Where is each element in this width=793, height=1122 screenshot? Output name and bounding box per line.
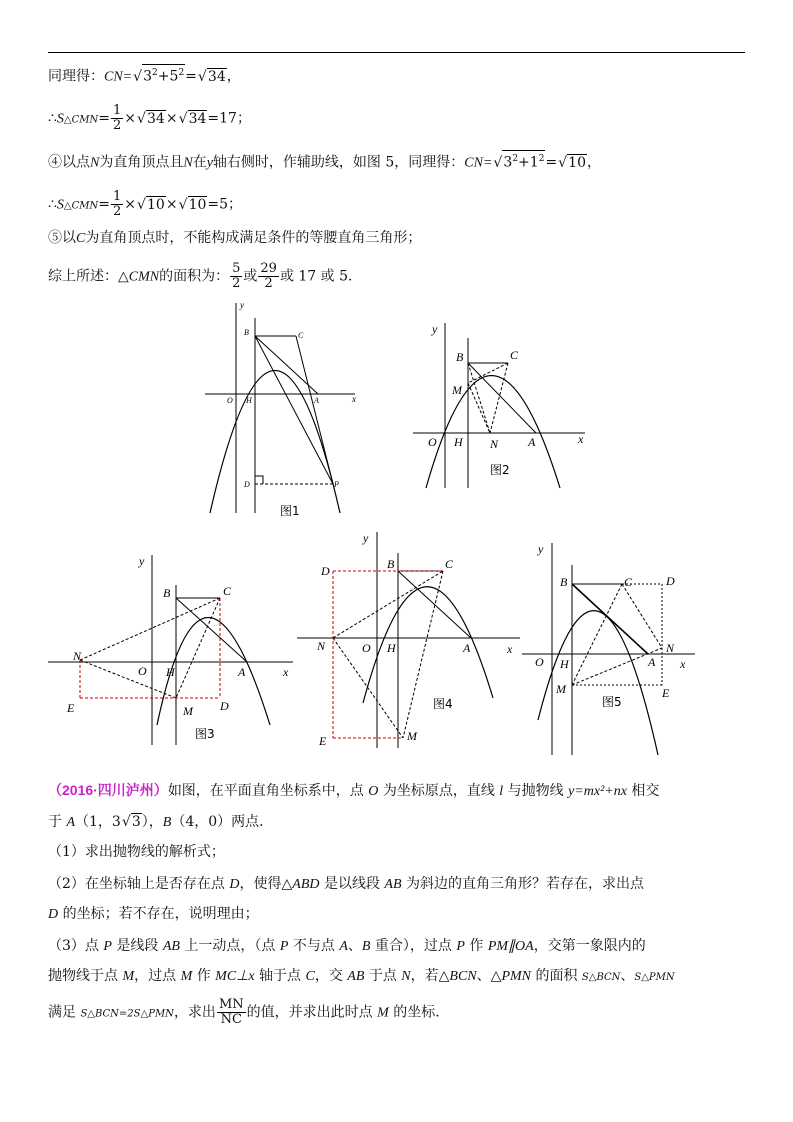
svg-text:D: D [220, 699, 229, 713]
svg-text:B: B [560, 575, 568, 589]
svg-text:A: A [238, 665, 246, 679]
svg-text:H: H [387, 641, 396, 655]
svg-text:C: C [223, 584, 232, 598]
svg-text:C: C [298, 331, 304, 340]
solution-line-1: 同理得：CN= √ $3^2+5^2=$ √ 34， [48, 64, 241, 88]
svg-text:图4: 图4 [433, 697, 453, 711]
solution-line-6: 综上所述：△CMN的面积为： $\frac{5}{2}$ 或 $\frac{29}{2}$ 或 17 或 5． [48, 261, 363, 291]
svg-text:B: B [244, 328, 249, 337]
svg-text:y: y [363, 531, 369, 545]
svg-text:D: D [666, 574, 675, 588]
svg-text:y: y [240, 300, 244, 310]
svg-text:C: C [510, 348, 519, 362]
svg-text:D: D [244, 480, 250, 489]
svg-text:M: M [556, 682, 566, 696]
svg-text:B: B [456, 350, 464, 364]
svg-text:P: P [334, 480, 339, 489]
svg-text:O: O [227, 396, 233, 405]
figure-2 [410, 318, 590, 493]
question-3: （3）点 P 是线段 AB 上一动点，（点 P 不与点 A、B 重合），过点 P 作 PM∥OA，交第一象限内的 [48, 938, 646, 954]
svg-text:N: N [666, 641, 675, 655]
figure-4 [295, 528, 525, 753]
svg-text:N: N [490, 437, 499, 451]
solution-line-3: ④以点N为直角顶点且N在y轴右侧时，作辅助线，如图 5，同理得：CN= √ $3^2+1^2=$ √ 10， [48, 150, 601, 174]
question-1: （1）求出抛物线的解析式； [48, 844, 225, 860]
svg-text:H: H [166, 665, 175, 679]
source-tag: （2016·四川泸州） [48, 782, 168, 798]
svg-text:A: A [648, 655, 656, 669]
svg-text:H: H [246, 396, 252, 405]
svg-text:A: A [463, 641, 471, 655]
header-rule [48, 52, 745, 53]
solution-line-5: ⑤以C为直角顶点时，不能构成满足条件的等腰直角三角形； [48, 230, 422, 246]
svg-text:y: y [432, 322, 438, 336]
solution-line-4: ∴S△CMN= $\frac{1}{2}$ × √ 10× √ 10=5； [48, 189, 243, 219]
svg-text:N: N [73, 649, 82, 663]
svg-text:y: y [139, 554, 145, 568]
svg-text:C: C [445, 557, 454, 571]
svg-text:x: x [283, 665, 289, 679]
svg-text:H: H [560, 657, 569, 671]
svg-text:M: M [183, 704, 193, 718]
svg-text:图1: 图1 [280, 504, 300, 518]
svg-text:E: E [67, 701, 75, 715]
svg-text:O: O [428, 435, 437, 449]
problem-line-1: （2016·四川泸州）如图，在平面直角坐标系中，点 O 为坐标原点，直线 l 与抛物线 y=mx²+nx 相交 [48, 782, 660, 799]
svg-text:x: x [507, 642, 513, 656]
svg-text:图5: 图5 [602, 695, 622, 709]
svg-text:B: B [387, 557, 395, 571]
problem-line-2: 于 A（1，3 √ 3），B（4，0）两点． [48, 814, 274, 830]
svg-text:图3: 图3 [195, 727, 215, 741]
svg-text:D: D [321, 564, 330, 578]
fraction-half: $\frac{1}{2}$ [113, 103, 122, 133]
svg-text:A: A [314, 396, 319, 405]
svg-text:y: y [538, 542, 544, 556]
figure-3 [45, 550, 295, 750]
svg-text:C: C [624, 575, 633, 589]
svg-text:M: M [452, 383, 462, 397]
figure-1 [200, 298, 360, 520]
question-3-cont: 抛物线于点 M，过点 M 作 MC⊥x 轴于点 C，交 AB 于点 N，若△BCN、△PMN 的面积 S△BCN、S△PMN [48, 968, 675, 984]
svg-text:O: O [535, 655, 544, 669]
svg-text:A: A [528, 435, 536, 449]
svg-text:x: x [680, 657, 686, 671]
question-2: （2）在坐标轴上是否存在点 D，使得△ABD 是以线段 AB 为斜边的直角三角形？若存在，求出点 [48, 876, 644, 892]
sqrt-result: √ 34 [197, 68, 226, 85]
svg-text:N: N [317, 639, 326, 653]
svg-text:E: E [319, 734, 327, 748]
svg-text:x: x [578, 432, 584, 446]
svg-text:E: E [662, 686, 670, 700]
question-2-cont: D 的坐标；若不存在，说明理由； [48, 906, 259, 922]
svg-text:图2: 图2 [490, 463, 510, 477]
svg-text:H: H [454, 435, 463, 449]
fraction-mn-nc: $\frac{MN}{NC}$ [218, 997, 244, 1027]
svg-text:B: B [163, 586, 171, 600]
svg-text:x: x [352, 394, 356, 404]
question-3-cont-2: 满足 S△BCN=2S△PMN，求出 $\frac{MN}{NC}$ 的值，并求出此时点 M 的坐标． [48, 997, 450, 1027]
svg-text:M: M [407, 729, 417, 743]
svg-text:O: O [138, 664, 147, 678]
figure-5 [520, 540, 700, 758]
sqrt-expression: √ $3^2+5^2$ [133, 64, 185, 87]
solution-line-2: ∴S△CMN= $\frac{1}{2}$ × √ 34× √ 34=17； [48, 103, 251, 133]
svg-text:O: O [362, 641, 371, 655]
